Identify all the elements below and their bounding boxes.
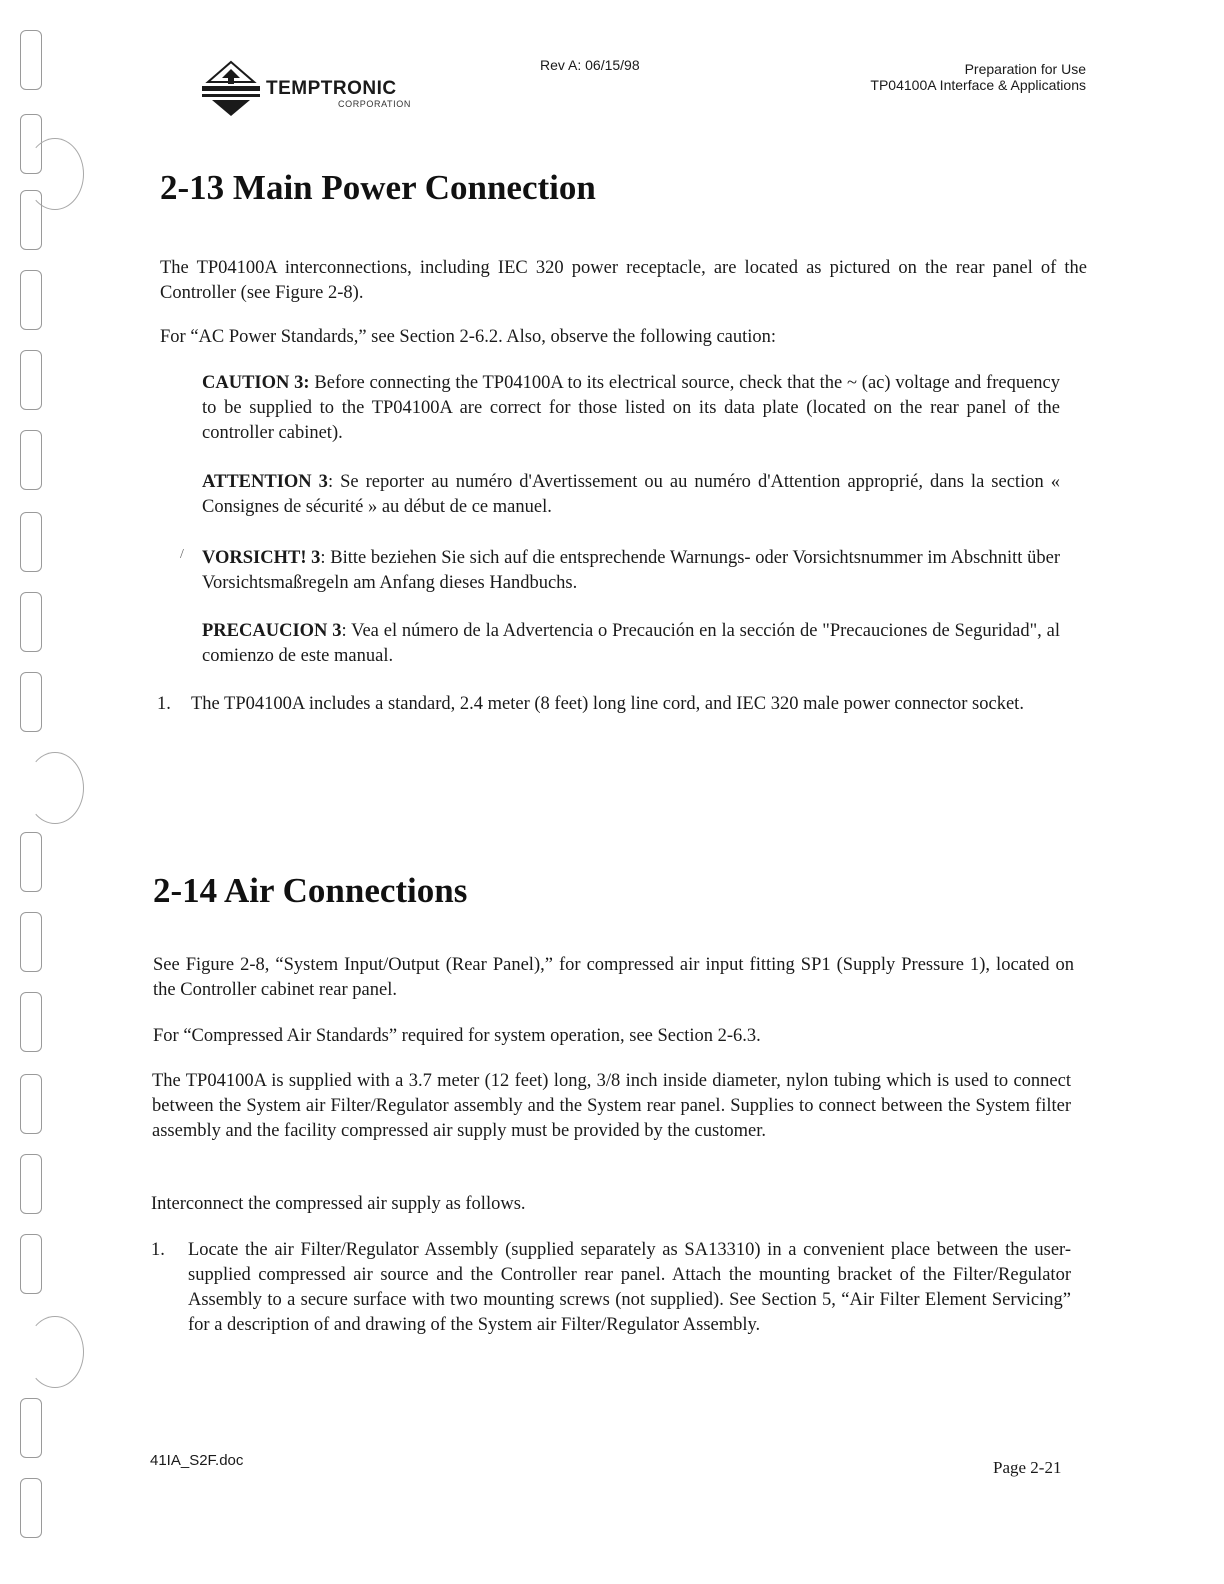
paragraph: Interconnect the compressed air supply as follows. [151,1194,526,1214]
caution-notice [202,371,1060,446]
list-item-number: 1. [157,694,171,714]
running-header [870,61,1086,93]
list-item: The TP04100A includes a standard, 2.4 meter (8 feet) long line cord, and IEC 320 male power connector socket. [191,694,1024,714]
attention-label: ATTENTION 3 [202,472,328,492]
revision-label: Rev A: 06/15/98 [540,57,640,73]
section-title-2-14: 2-14 Air Connections [153,871,468,910]
page-number: Page 2-21 [993,1458,1062,1477]
caution-label: CAUTION 3: [202,373,310,393]
section-title-2-13: 2-13 Main Power Connection [160,168,596,207]
list-item: Locate the air Filter/Regulator Assembly (supplied separately as SA13310) in a convenient place between the user-supplied compressed air source and the Controller rear panel. Attach the mounting bracket of the Filter/Regulator Assembly to a secure surface with two mounting screws (not supplied). See Section 5, “Air Filter Element Servicing” for a description of and drawing of the System air Filter/Regulator Assembly. [188,1240,1071,1335]
precaucion-notice [202,619,1060,669]
paragraph: See Figure 2-8, “System Input/Output (Rear Panel),” for compressed air input fitting SP1 (Supply Pressure 1), located on the Controller cabinet rear panel. [153,955,1074,1000]
logo-name: TEMPTRONIC [266,78,397,99]
binder-holes [16,0,86,1584]
vorsicht-text: : Bitte beziehen Sie sich auf die entsprechende Warnungs- oder Vorsichtsnummer im Abschnitt über Vorsichtsmaßregeln am Anfang dieses Handbuchs. [202,548,1061,593]
temptronic-logo-icon [200,60,262,116]
paragraph: The TP04100A interconnections, including IEC 320 power receptacle, are located as pictured on the rear panel of the Controller (see Figure 2-8). [160,258,1087,303]
vorsicht-label: VORSICHT! 3 [202,548,321,568]
section-label: Preparation for Use [964,61,1086,77]
attention-text: : Se reporter au numéro d'Avertissement ou au numéro d'Attention approprié, dans la section « Consignes de sécurité » au début de ce manuel. [202,472,1060,517]
list-item-number: 1. [151,1240,165,1260]
caution-text: Before connecting the TP04100A to its electrical source, check that the ~ (ac) voltage and frequency to be supplied to the TP04100A are correct for those listed on its data plate (located on the rear panel of the controller cabinet). [202,373,1061,443]
manual-title: TP04100A Interface & Applications [870,77,1086,93]
precaucion-text: : Vea el número de la Advertencia o Precaución en la sección de "Precauciones de Seguridad", al comienzo de este manual. [202,621,1061,666]
footer-filename: 41IA_S2F.doc [150,1452,244,1469]
attention-notice [202,470,1060,520]
paragraph: The TP04100A is supplied with a 3.7 meter (12 feet) long, 3/8 inch inside diameter, nylon tubing which is used to connect between the System air Filter/Regulator assembly and the System rear panel. Supplies to connect between the System filter assembly and the facility compressed air supply must be provided by the customer. [152,1071,1071,1141]
precaucion-label: PRECAUCION 3 [202,621,342,641]
vorsicht-notice [202,546,1060,596]
logo-subtitle: CORPORATION [338,99,411,109]
paragraph: For “Compressed Air Standards” required for system operation, see Section 2-6.3. [153,1026,761,1046]
stray-mark: / [180,547,184,562]
company-logo [200,58,410,116]
paragraph: For “AC Power Standards,” see Section 2-6.2. Also, observe the following caution: [160,327,777,347]
